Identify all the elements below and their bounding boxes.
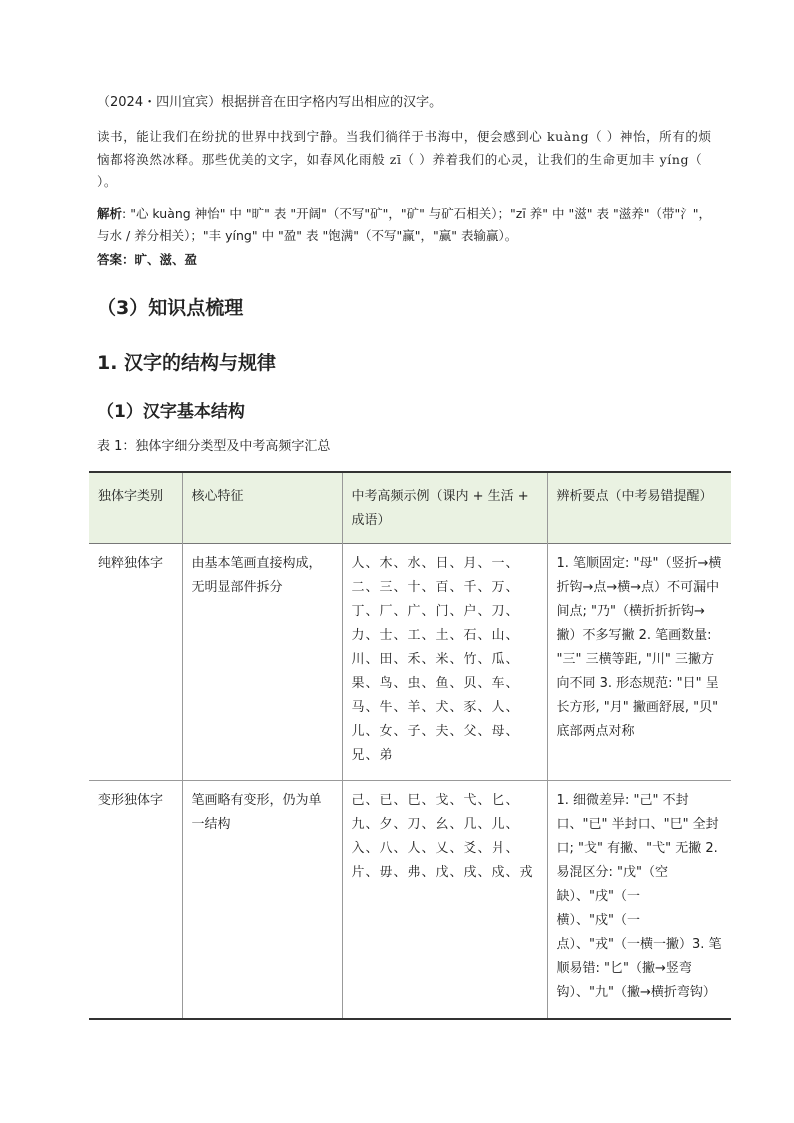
chapter-heading: 1. 汉字的结构与规律: [97, 352, 277, 374]
answer-text: ：旷、滋、盈: [122, 252, 198, 267]
answer-label: 答案: [97, 252, 123, 267]
table-row: [89, 544, 731, 781]
cell-examples: 己、已、巳、戈、弋、匕、九、夕、刀、幺、几、儿、入、八、人、乂、爻、爿、片、毋、弗、戊、戌、戍、戎: [342, 781, 547, 1019]
quote-passage: 读书，能让我们在纷扰的世界中找到宁静。当我们徜徉于书海中，便会感到心 kuàng（ ）神怡，所有的烦恼都将涣然冰释。那些优美的文字，如春风化雨般 zī（ ）养着我们的心灵，让我们的生命更加丰 yíng（ ）。: [97, 129, 712, 189]
analysis-label: 解析: [97, 206, 123, 221]
header-notes: 辨析要点（中考易错提醒）: [547, 472, 731, 544]
analysis-paragraph: [97, 203, 717, 246]
cell-notes: 1. 笔顺固定: "母"（竖折→横折钩→点→横→点）不可漏中间点; "乃"（横折折折钩→撇）不多写撇 2. 笔画数量: "三" 三横等距, "川" 三撇方向不同 3. 形态规范: "日" 呈长方形, "月" 撇画舒展, "贝" 底部两点对称: [547, 544, 731, 781]
cell-feature: 笔画略有变形，仍为单一结构: [182, 781, 342, 1019]
character-structure-table: [89, 471, 731, 1020]
section-heading: （3）知识点梳理: [97, 297, 244, 319]
header-feature: 核心特征: [182, 472, 342, 544]
cell-feature: 由基本笔画直接构成，无明显部件拆分: [182, 544, 342, 781]
cell-notes: 1. 细微差异: "己" 不封口、"已" 半封口、"巳" 全封口; "戈" 有撇、"弋" 无撇 2. 易混区分: "戊"（空缺）、"戌"（一横）、"戍"（一点）、"戎"（一横一撇）3. 笔顺易错: "匕"（撇→竖弯钩）、"九"（撇→横折弯钩）: [547, 781, 731, 1019]
answer-line: [97, 250, 197, 270]
subsection-heading: （1）汉字基本结构: [97, 402, 245, 422]
table-caption: 表 1：独体字细分类型及中考高频字汇总: [97, 439, 331, 454]
cell-category: 纯粹独体字: [98, 556, 164, 571]
table-row: [89, 781, 731, 1019]
analysis-text: : "心 kuàng 神怡" 中 "旷" 表 "开阔"（不写"矿"，"矿" 与矿石相关）；"zī 养" 中 "滋" 表 "滋养"（带"氵"，与水 / 养分相关）；"丰 yíng" 中 "盈" 表 "饱满"（不写"赢"，"赢" 表输赢）。: [97, 206, 711, 243]
question-intro: （2024・四川宜宾）根据拼音在田字格内写出相应的汉字。: [97, 95, 443, 110]
header-category: 独体字类别: [89, 472, 182, 544]
cell-category: 变形独体字: [98, 793, 164, 808]
header-examples: 中考高频示例（课内 + 生活 + 成语）: [342, 472, 547, 544]
table-header-row: [89, 472, 731, 544]
cell-examples: 人、木、水、日、月、一、二、三、十、百、千、万、丁、厂、广、门、户、刀、力、士、工、土、石、山、川、田、禾、米、竹、瓜、果、鸟、虫、鱼、贝、车、马、牛、羊、犬、豕、人、儿、女、子、夫、父、母、兄、弟: [342, 544, 547, 781]
